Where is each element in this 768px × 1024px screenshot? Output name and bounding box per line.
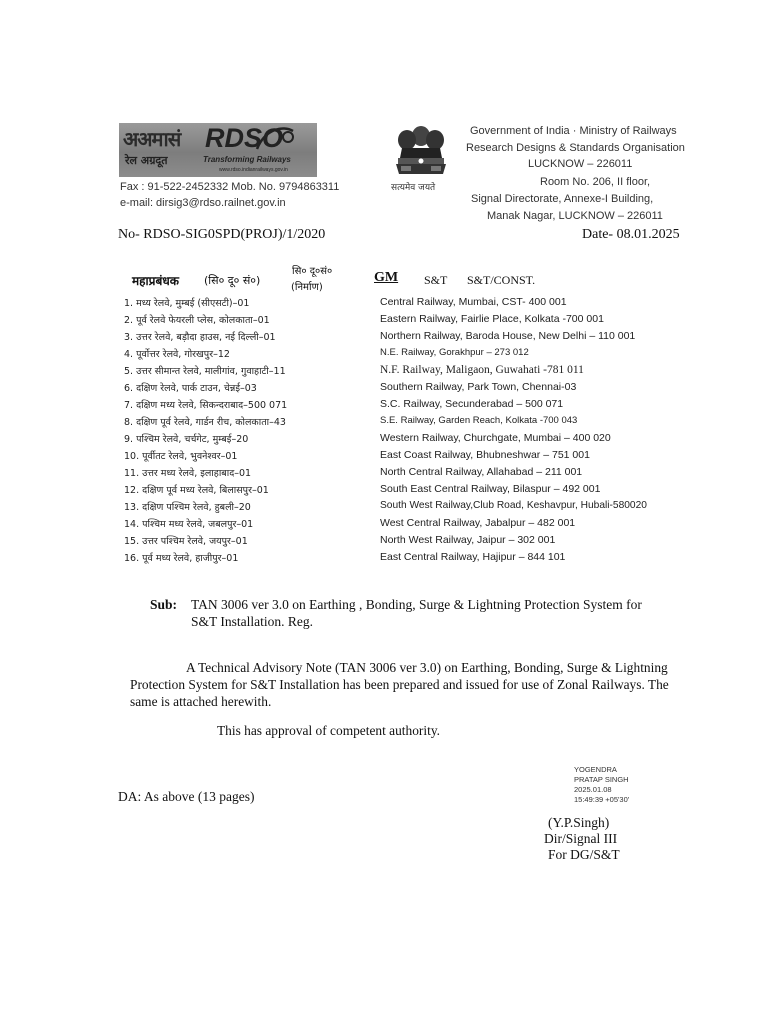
body-line-1: A Technical Advisory Note (TAN 3006 ver 3.0) on Earthing, Bonding, Surge & Lightning [186,660,668,675]
org-line-1: Government of India · Ministry of Railways [470,125,677,137]
fax-line: Fax : 91-522-2452332 Mob. No. 9794863311 [120,181,340,193]
logo-swoosh-icon [255,125,295,153]
header-hindi-const-2: (निर्माण) [291,282,323,293]
header-st-const: S&T/CONST. [467,273,536,287]
digital-signature-line-3: 2025.01.08 [574,785,612,794]
addressee-hindi: 11. उत्तर मध्य रेलवे, इलाहाबाद–01 [124,468,252,479]
logo-url: www.rdso.indianrailways.gov.in [219,167,288,173]
addressee-english: N.F. Railway, Maligaon, Guwahati -781 011 [380,364,584,376]
addressee-hindi: 15. उत्तर पश्चिम रेलवे, जयपुर–01 [124,536,248,547]
header-hindi-gm: महाप्रबंधक [132,274,179,288]
emblem [388,122,454,194]
addressee-english: S.C. Railway, Secunderabad – 500 071 [380,398,564,410]
header-hindi-st: (सि० दू० सं०) [204,274,261,287]
addressee-english: East Central Railway, Hajipur – 844 101 [380,551,566,563]
addressee-english: Central Railway, Mumbai, CST- 400 001 [380,296,567,308]
subject-line-2: S&T Installation. Reg. [191,614,313,629]
signatory-name: (Y.P.Singh) [548,815,610,830]
approval-text: This has approval of competent authority. [217,723,440,738]
addressee-hindi: 12. दक्षिण पूर्व मध्य रेलवे, बिलासपुर–01 [124,485,269,496]
logo-hindi-text: अअमासं [123,127,181,151]
digital-signature-line-2: PRATAP SINGH [574,775,629,784]
addressee-hindi: 2. पूर्व रेलवे फेयरली प्लेस, कोलकाता–01 [124,315,270,326]
digital-signature-line-4: 15:49:39 +05'30' [574,795,630,804]
subject-line-1: TAN 3006 ver 3.0 on Earthing , Bonding, Surge & Lightning Protection System for [191,597,642,612]
addressee-english: Eastern Railway, Fairlie Place, Kolkata -700 001 [380,313,604,325]
addressee-hindi: 6. दक्षिण रेलवे, पार्क टाउन, चेन्नई–03 [124,383,257,394]
enclosure: DA: As above (13 pages) [118,789,255,804]
addressee-english: Western Railway, Churchgate, Mumbai – 400 020 [380,432,611,444]
header-hindi-const-1: सि० दू०सं० [292,266,333,277]
addressee-hindi: 10. पूर्वीतट रेलवे, भुवनेश्वर–01 [124,451,238,462]
addressee-hindi: 5. उत्तर सीमान्त रेलवे, मालीगांव, गुवाहाटी–11 [124,366,286,377]
rdso-logo [119,123,317,177]
addressee-hindi: 13. दक्षिण पश्चिम रेलवे, हुबली–20 [124,502,251,513]
body-line-3: same is attached herewith. [130,694,272,709]
subject-label: Sub: [150,597,178,612]
addressee-english: North West Railway, Jaipur – 302 001 [380,534,556,546]
addressee-english: East Coast Railway, Bhubneshwar – 751 001 [380,449,590,461]
org-line-6: Manak Nagar, LUCKNOW – 226011 [487,210,663,222]
org-line-5: Signal Directorate, Annexe-I Building, [471,193,654,205]
addressee-hindi: 16. पूर्व मध्य रेलवे, हाजीपुर–01 [124,553,239,564]
logo-hindi-tagline: रेल अग्रदूत [125,154,168,167]
addressee-english: North Central Railway, Allahabad – 211 001 [380,466,583,478]
addressee-hindi: 1. मध्य रेलवे, मुम्बई (सीएसटी)–01 [124,298,250,309]
addressee-hindi: 9. पश्चिम रेलवे, चर्चगेट, मुम्बई–20 [124,434,249,445]
header-st: S&T [424,273,448,287]
addressee-hindi: 7. दक्षिण मध्य रेलवे, सिकन्दराबाद–500 071 [124,400,288,411]
email-line: e-mail: dirsig3@rdso.railnet.gov.in [120,197,286,209]
addressee-english: West Central Railway, Jabalpur – 482 001 [380,517,576,529]
addressee-hindi: 3. उत्तर रेलवे, बड़ौदा हाउस, नई दिल्ली–01 [124,332,276,343]
signatory-for: For DG/S&T [548,847,620,862]
addressee-english: South West Railway,Club Road, Keshavpur, Hubali-580020 [380,500,647,511]
addressee-english: N.E. Railway, Gorakhpur – 273 012 [380,347,529,358]
addressee-english: S.E. Railway, Garden Reach, Kolkata -700 043 [380,415,578,426]
addressee-english: Northern Railway, Baroda House, New Delhi – 110 001 [380,330,636,342]
reference-date: Date- 08.01.2025 [582,227,680,242]
header-gm: GM [374,270,399,285]
org-line-4: Room No. 206, II floor, [540,176,651,188]
digital-signature-line-1: YOGENDRA [574,765,617,774]
signatory-designation: Dir/Signal III [544,831,618,846]
org-line-3: LUCKNOW – 226011 [528,158,633,170]
logo-brand: RDSO [205,123,284,153]
reference-number: No- RDSO-SIG0SPD(PROJ)/1/2020 [118,227,326,242]
addressee-hindi: 8. दक्षिण पूर्व रेलवे, गार्डन रीच, कोलकाता–43 [124,417,286,428]
addressee-english: South East Central Railway, Bilaspur – 492 001 [380,483,601,495]
body-line-2: Protection System for S&T Installation has been prepared and issued for use of Zonal Railways. The [130,677,669,692]
emblem-motto: सत्यमेव जयते [391,183,436,193]
addressee-hindi: 4. पूर्वोत्तर रेलवे, गोरखपुर–12 [124,349,230,360]
addressee-english: Southern Railway, Park Town, Chennai-03 [380,381,577,393]
logo-tagline: Transforming Railways [203,155,291,164]
ashoka-emblem-icon [388,122,454,180]
org-line-2: Research Designs & Standards Organisation [466,142,685,154]
addressee-hindi: 14. पश्चिम मध्य रेलवे, जबलपुर–01 [124,519,254,530]
